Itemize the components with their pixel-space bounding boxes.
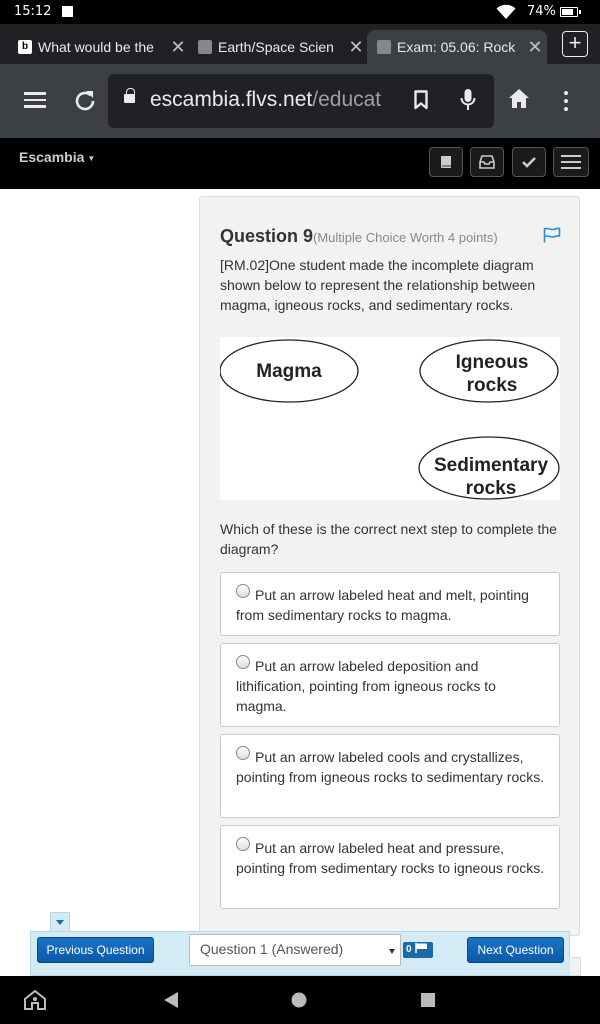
home-icon[interactable] bbox=[508, 88, 530, 110]
browser-tab-2[interactable] bbox=[188, 30, 368, 64]
rock-cycle-diagram bbox=[220, 337, 560, 500]
globe-favicon-icon bbox=[198, 40, 212, 54]
browser-tab-1[interactable] bbox=[8, 30, 190, 64]
back-icon[interactable] bbox=[163, 991, 179, 1009]
site-menu-button[interactable] bbox=[553, 147, 589, 177]
book-icon bbox=[439, 155, 453, 169]
next-question-button[interactable]: Next Question bbox=[467, 937, 564, 963]
hamburger-icon bbox=[561, 155, 581, 169]
answer-option-2[interactable] bbox=[220, 643, 560, 727]
clock: 15:12 bbox=[14, 4, 52, 19]
wifi-icon bbox=[496, 4, 516, 20]
radio-button[interactable] bbox=[236, 746, 250, 760]
reload-icon[interactable] bbox=[72, 88, 98, 114]
close-tab-icon[interactable]: ✕ bbox=[170, 36, 186, 57]
flagged-count-badge[interactable] bbox=[403, 942, 433, 958]
tab-title: Earth/Space Scien bbox=[218, 39, 334, 55]
tab-strip bbox=[0, 24, 600, 64]
collapse-nav-toggle[interactable] bbox=[50, 912, 70, 932]
radio-button[interactable] bbox=[236, 655, 250, 669]
dropdown-arrow-icon bbox=[389, 949, 395, 954]
sedimentary-label-line1: Sedimentary bbox=[433, 455, 549, 476]
question-text: Which of these is the correct next step to complete the diagram? bbox=[220, 521, 557, 557]
radio-button[interactable] bbox=[236, 584, 250, 598]
sedimentary-label-line2: rocks bbox=[465, 478, 517, 499]
site-nav bbox=[0, 138, 600, 189]
question-title: Question 9 bbox=[220, 226, 314, 246]
inbox-button[interactable] bbox=[470, 147, 504, 177]
adjacent-panel-edge bbox=[569, 957, 581, 976]
accessibility-home-icon[interactable] bbox=[24, 990, 46, 1010]
globe-favicon-icon bbox=[377, 40, 391, 54]
assessments-button[interactable] bbox=[512, 147, 546, 177]
battery-percent: 74% bbox=[527, 4, 556, 19]
left-pane bbox=[0, 189, 199, 976]
url-text: escambia.flvs.net/educat bbox=[150, 88, 382, 111]
brand-dropdown[interactable]: Escambia ▼ bbox=[19, 149, 96, 165]
answer-text: Put an arrow labeled cools and crystallizes, pointing from igneous rocks to sedimentary rocks. bbox=[236, 749, 545, 785]
hamburger-menu-icon[interactable] bbox=[24, 92, 46, 112]
lock-icon bbox=[124, 94, 135, 103]
inbox-icon bbox=[479, 155, 495, 169]
previous-question-button[interactable]: Previous Question bbox=[37, 937, 154, 963]
answer-text: Put an arrow labeled heat and melt, pointing from sedimentary rocks to magma. bbox=[236, 587, 529, 623]
recents-icon[interactable] bbox=[421, 993, 435, 1007]
question-prompt: [RM.02]One student made the incomplete diagram shown below to represent the relationship between magma, igneous rocks, and sedimentary rocks. bbox=[220, 257, 536, 313]
flagged-count: 0 bbox=[406, 944, 412, 955]
address-bar[interactable] bbox=[108, 74, 494, 128]
gradebook-button[interactable] bbox=[429, 147, 463, 177]
flag-question-icon[interactable] bbox=[543, 227, 561, 243]
question-select[interactable] bbox=[189, 934, 401, 966]
bookmark-icon[interactable] bbox=[414, 90, 428, 110]
flag-icon bbox=[415, 943, 429, 953]
browser-tab-3-active[interactable] bbox=[367, 30, 547, 64]
answer-option-1[interactable] bbox=[220, 572, 560, 636]
home-circle-icon[interactable] bbox=[291, 992, 307, 1008]
igneous-label-line1: Igneous bbox=[455, 352, 529, 373]
notification-icon bbox=[62, 6, 73, 17]
question-worth: (Multiple Choice Worth 4 points) bbox=[313, 230, 498, 245]
answer-text: Put an arrow labeled deposition and lithification, pointing from igneous rocks to magma. bbox=[236, 658, 496, 714]
microphone-icon[interactable] bbox=[460, 88, 476, 112]
tab-title: Exam: 05.06: Rock bbox=[397, 39, 516, 55]
system-nav-bar bbox=[0, 976, 600, 1024]
new-tab-button[interactable]: + bbox=[562, 31, 588, 57]
battery-icon bbox=[560, 7, 578, 17]
magma-label: Magma bbox=[256, 361, 322, 382]
checkmark-icon bbox=[522, 156, 536, 168]
igneous-label-line2: rocks bbox=[466, 375, 518, 396]
close-tab-icon[interactable]: ✕ bbox=[348, 36, 364, 57]
status-bar bbox=[0, 0, 600, 24]
answer-text: Put an arrow labeled heat and pressure, pointing from sedimentary rocks to igneous rocks. bbox=[236, 840, 545, 876]
question-select-value: Question 1 (Answered) bbox=[200, 941, 344, 957]
question-nav-bar bbox=[30, 931, 570, 976]
question-header bbox=[220, 226, 498, 247]
browser-toolbar bbox=[0, 64, 600, 138]
radio-button[interactable] bbox=[236, 837, 250, 851]
close-tab-icon[interactable]: ✕ bbox=[527, 36, 543, 57]
answer-option-4[interactable] bbox=[220, 825, 560, 909]
answer-option-3[interactable] bbox=[220, 734, 560, 818]
tab-title: What would be the bbox=[38, 39, 154, 55]
brainly-favicon-icon: b bbox=[18, 40, 32, 54]
more-options-icon[interactable] bbox=[564, 91, 568, 115]
question-card bbox=[199, 196, 580, 936]
